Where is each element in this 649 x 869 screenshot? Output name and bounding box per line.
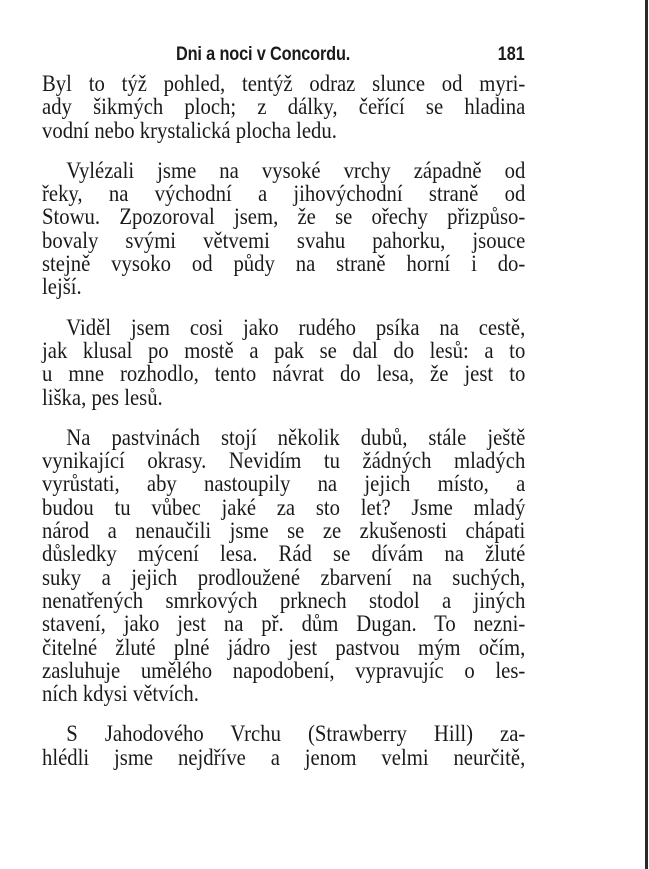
text-line: liška, pes lesů. xyxy=(42,384,163,410)
page-number: 181 xyxy=(498,44,525,65)
text-line: Byl to týž pohled, tentýž odraz slunce od myri- xyxy=(42,71,526,96)
text-line: Viděl jsem cosi jako rudého psíka na cestě, xyxy=(66,314,526,340)
page-edge-shadow xyxy=(645,0,648,869)
paragraph-4 xyxy=(42,426,525,706)
text-line: budou tu vůbec jaké za sto let? Jsme mladý xyxy=(42,494,526,520)
text-line: zasluhuje umělého napodobení, vypravujíc o les- xyxy=(42,657,526,683)
text-line: ady šikmých ploch; z dálky, čeřící se hladina xyxy=(42,94,526,120)
text-line: Na pastvinách stojí několik dubů, stále ještě xyxy=(66,424,526,450)
paragraph-3 xyxy=(42,316,525,409)
text-line: bovaly svými větvemi svahu pahorku, jsouce xyxy=(42,227,526,253)
text-line: hlédli jsme nejdříve a jenom velmi neurčitě, xyxy=(42,744,526,770)
text-line: vodní nebo krystalická plocha ledu. xyxy=(42,117,337,143)
text-line: Stowu. Zpozoroval jsem, že se ořechy přizpůso- xyxy=(42,204,526,230)
page-body xyxy=(42,72,525,786)
paragraph-1 xyxy=(42,72,525,142)
text-line: ních kdysi větvích. xyxy=(42,681,199,707)
text-line: nenatřených smrkových prknech stodol a jiných xyxy=(42,587,526,613)
text-line: lejší. xyxy=(42,274,82,300)
text-line: vynikající okrasy. Nevidím tu žádných mladých xyxy=(42,448,526,474)
paragraph-5 xyxy=(42,722,525,769)
text-line: u mne rozhodlo, tento návrat do lesa, že jest to xyxy=(42,361,526,387)
text-line: stejně vysoko od půdy na straně horní i do- xyxy=(42,251,526,277)
text-line: důsledky mýcení lesa. Rád se dívám na žluté xyxy=(42,541,526,567)
text-line: čitelné žluté plné jádro jest pastvou mým očím, xyxy=(42,634,526,660)
text-line: Vylézali jsme na vysoké vrchy západně od xyxy=(66,157,526,183)
running-title: Dni a noci v Concordu. xyxy=(176,44,351,65)
text-line: S Jahodového Vrchu (Strawberry Hill) za- xyxy=(66,721,526,747)
text-line: řeky, na východní a jihovýchodní straně od xyxy=(42,181,526,207)
text-line: stavení, jako jest na př. dům Dugan. To nezni- xyxy=(42,611,526,637)
paragraph-2 xyxy=(42,159,525,299)
text-line: jak klusal po mostě a pak se dal do lesů: a to xyxy=(42,337,526,363)
text-line: vyrůstati, aby nastoupily na jejich místo, a xyxy=(42,471,526,497)
text-line: národ a nenaučili jsme se ze zkušenosti chápati xyxy=(42,518,526,544)
text-line: suky a jejich prodloužené zbarvení na suchých, xyxy=(42,564,526,590)
page-header xyxy=(42,44,525,68)
